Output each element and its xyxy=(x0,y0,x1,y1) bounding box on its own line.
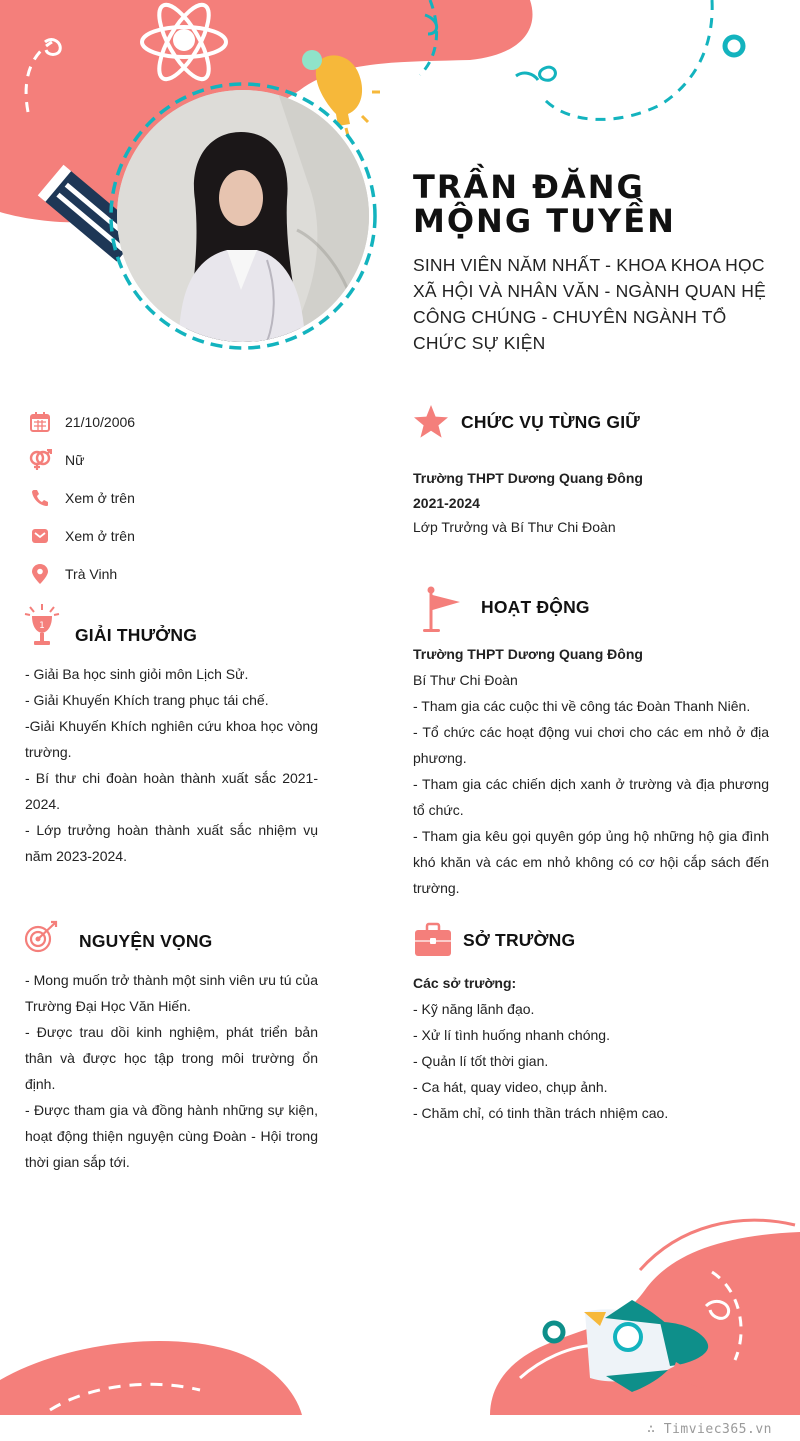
contact-phone xyxy=(28,486,135,510)
activities-role: Bí Thư Chi Đoàn xyxy=(413,672,518,688)
contact-location xyxy=(28,562,117,586)
briefcase-icon xyxy=(414,922,452,963)
profile-subtitle: SINH VIÊN NĂM NHẤT - KHOA KHOA HỌC XÃ HỘI VÀ NHÂN VĂN - NGÀNH QUAN HỆ CÔNG CHÚNG - CHUYÊN NGÀNH TỔ CHỨC SỰ KIỆN xyxy=(413,255,766,353)
activities-school: Trường THPT Dương Quang Đông xyxy=(413,646,643,662)
aspirations-list xyxy=(25,967,318,1175)
list-item: - Bí thư chi đoàn hoàn thành xuất sắc 2021-2024. xyxy=(25,770,318,812)
list-item: - Giải Ba học sinh giỏi môn Lịch Sử. xyxy=(25,666,249,682)
email-icon xyxy=(28,524,52,548)
list-item: - Tham gia kêu gọi quyên góp ủng hộ những hộ gia đình khó khăn và các em nhỏ không có cơ hội cắp sách đến trường. xyxy=(413,828,769,896)
phone-text: Xem ở trên xyxy=(65,490,135,506)
gender-text: Nữ xyxy=(65,452,85,468)
list-item: - Tham gia các chiến dịch xanh ở trường và địa phương tổ chức. xyxy=(413,776,769,818)
list-item: - Lớp trưởng hoàn thành xuất sắc nhiệm vụ năm 2023-2024. xyxy=(25,822,318,864)
watermark: ∴ Timviec365.vn xyxy=(647,1422,772,1437)
profile-name: TRẦN ĐĂNG MỘNG TUYỀN xyxy=(413,168,676,240)
calendar-icon xyxy=(28,410,52,434)
positions-details xyxy=(413,466,773,540)
strengths-details xyxy=(413,970,773,1126)
flag-icon xyxy=(420,586,462,639)
strengths-heading: Các sở trường: xyxy=(413,975,517,991)
contact-gender xyxy=(28,448,84,472)
activities-title: HOẠT ĐỘNG xyxy=(481,597,590,617)
positions-title: CHỨC VỤ TỪNG GIỮ xyxy=(461,412,640,432)
list-item: - Xử lí tình huống nhanh chóng. xyxy=(413,1027,610,1043)
positions-school: Trường THPT Dương Quang Đông xyxy=(413,470,643,486)
list-item: - Tham gia các cuộc thi về công tác Đoàn Thanh Niên. xyxy=(413,698,751,714)
location-pin-icon xyxy=(28,562,52,586)
contact-email xyxy=(28,524,135,548)
list-item: - Mong muốn trở thành một sinh viên ưu tú của Trường Đại Học Văn Hiến. xyxy=(25,972,318,1014)
phone-icon xyxy=(28,486,52,510)
list-item: - Tổ chức các hoạt động vui chơi cho các em nhỏ ở địa phương. xyxy=(413,724,769,766)
list-item: - Kỹ năng lãnh đạo. xyxy=(413,1001,535,1017)
list-item: - Giải Khuyến Khích trang phục tái chế. xyxy=(25,692,269,708)
avatar-photo xyxy=(117,90,369,342)
target-icon xyxy=(24,920,60,959)
positions-years: 2021-2024 xyxy=(413,494,480,511)
list-item: - Quản lí tốt thời gian. xyxy=(413,1053,549,1069)
positions-role: Lớp Trưởng và Bí Thư Chi Đoàn xyxy=(413,519,616,535)
strengths-title: SỞ TRƯỜNG xyxy=(463,930,576,950)
birthdate-text: 21/10/2006 xyxy=(65,414,136,430)
email-text: Xem ở trên xyxy=(65,528,135,544)
list-item: - Chăm chỉ, có tinh thần trách nhiệm cao. xyxy=(413,1105,669,1121)
gender-icon xyxy=(28,448,52,472)
aspirations-title: NGUYỆN VỌNG xyxy=(79,931,213,951)
contact-birthdate xyxy=(28,410,135,434)
awards-list xyxy=(25,661,318,869)
awards-title: GIẢI THƯỞNG xyxy=(75,625,198,645)
list-item: -Giải Khuyến Khích nghiên cứu khoa học vòng trường. xyxy=(25,718,318,760)
list-item: - Được tham gia và đồng hành những sự kiện, hoạt động thiện nguyện cùng Đoàn - Hội trong thời gian sắp tới. xyxy=(25,1102,318,1170)
list-item: - Ca hát, quay video, chụp ảnh. xyxy=(413,1079,608,1095)
location-text: Trà Vinh xyxy=(65,566,118,582)
activities-details xyxy=(413,641,769,901)
trophy-icon xyxy=(24,604,60,653)
list-item: - Được trau dồi kinh nghiệm, phát triển bản thân và được học tập trong môi trường ổn định. xyxy=(25,1024,318,1092)
star-icon xyxy=(413,404,449,445)
svg-text:1: 1 xyxy=(39,621,45,631)
